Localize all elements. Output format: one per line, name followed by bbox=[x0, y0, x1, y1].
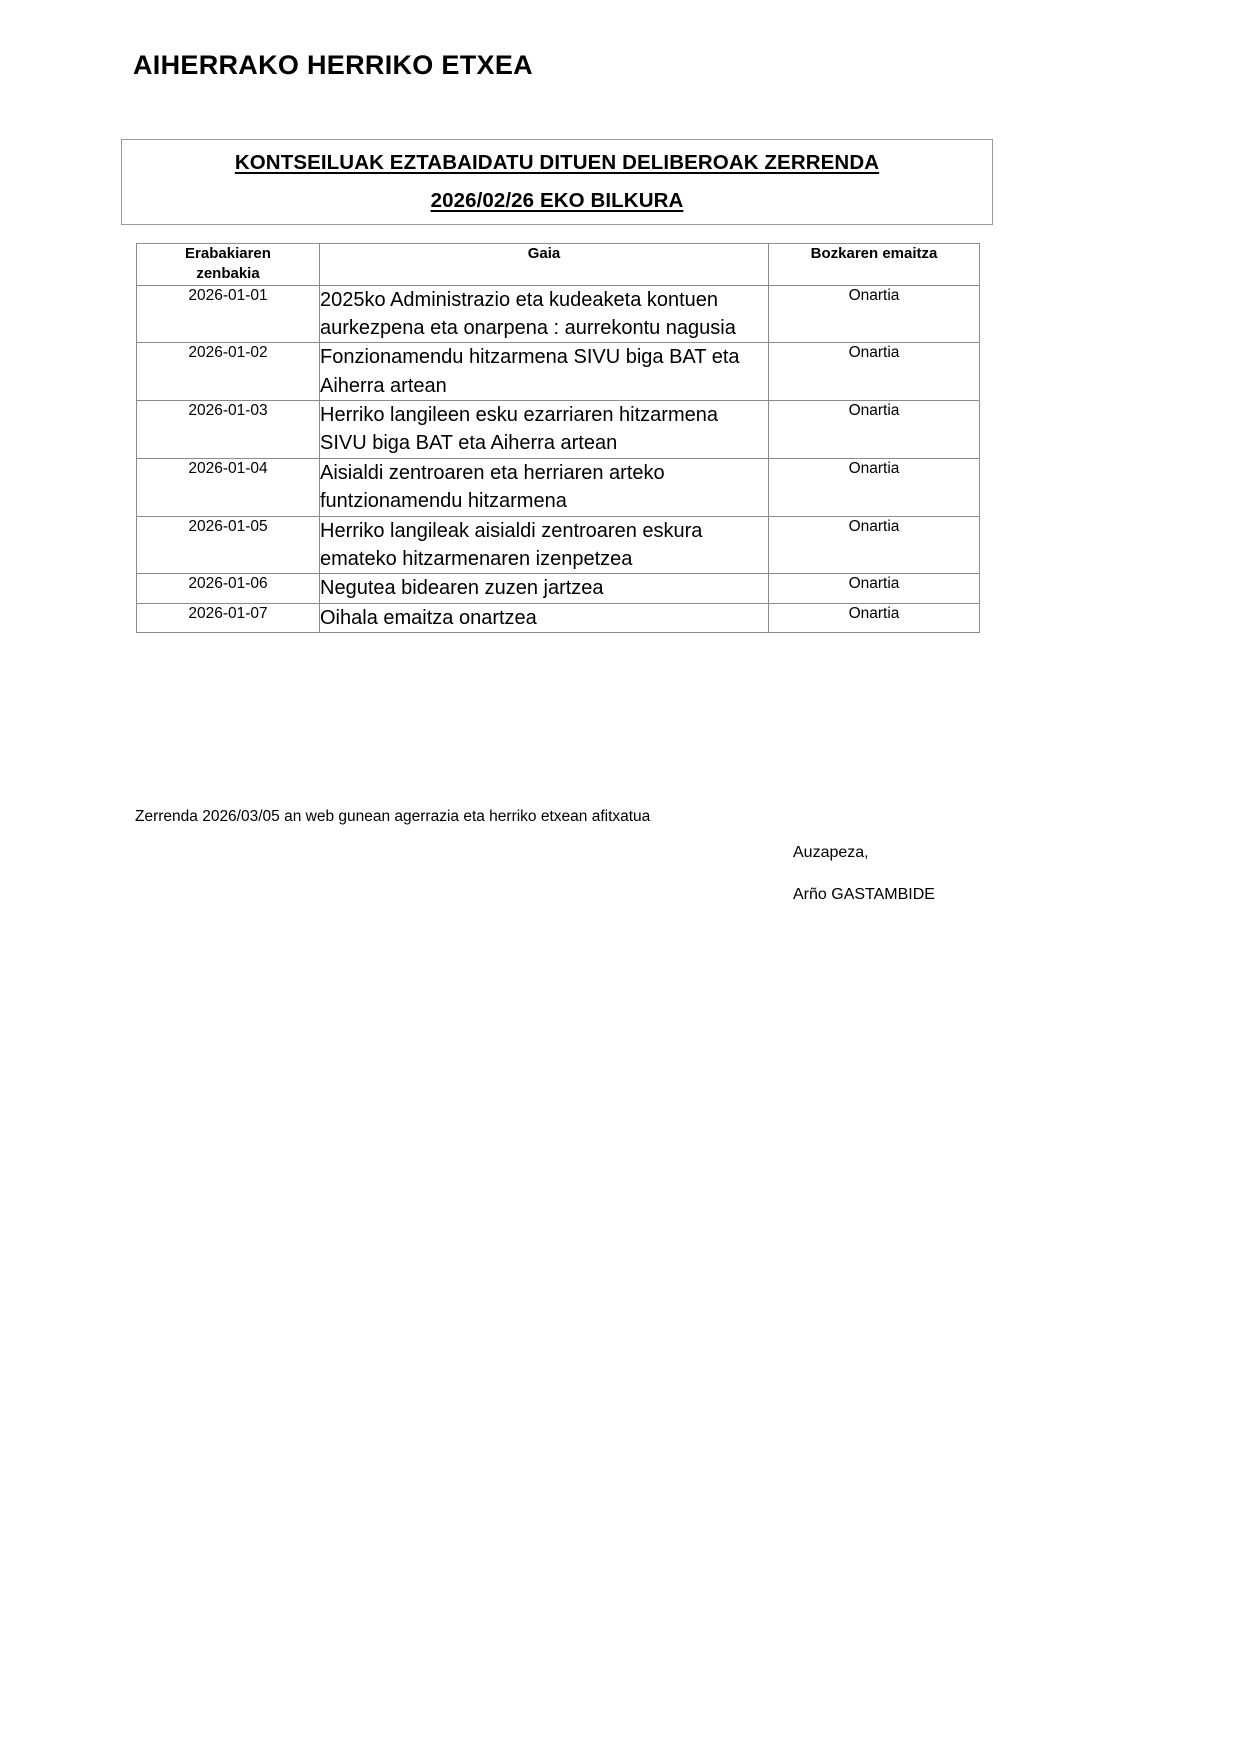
cell-decision-number: 2026-01-06 bbox=[137, 574, 320, 603]
cell-decision-number: 2026-01-04 bbox=[137, 458, 320, 516]
cell-subject: Herriko langileen esku ezarriaren hitzarmena SIVU biga BAT eta Aiherra artean bbox=[320, 401, 769, 459]
deliberations-table bbox=[136, 243, 980, 633]
cell-result: Onartia bbox=[769, 603, 980, 632]
column-header-number bbox=[137, 244, 320, 286]
cell-subject: Herriko langileak aisialdi zentroaren eskura emateko hitzarmenaren izenpetzea bbox=[320, 516, 769, 574]
signature-name: Arño GASTAMBIDE bbox=[793, 886, 935, 903]
column-header-number-line1: Erabakiaren bbox=[185, 245, 271, 262]
cell-result: Onartia bbox=[769, 574, 980, 603]
cell-decision-number: 2026-01-01 bbox=[137, 285, 320, 343]
table-row bbox=[137, 285, 980, 343]
cell-decision-number: 2026-01-07 bbox=[137, 603, 320, 632]
table-row bbox=[137, 574, 980, 603]
heading-line-2: 2026/02/26 EKO BILKURA bbox=[430, 188, 684, 212]
column-header-result: Bozkaren emaitza bbox=[769, 244, 980, 286]
cell-subject: Aisialdi zentroaren eta herriaren arteko funtzionamendu hitzarmena bbox=[320, 458, 769, 516]
cell-subject: Oihala emaitza onartzea bbox=[320, 603, 769, 632]
table-row bbox=[137, 603, 980, 632]
table-row bbox=[137, 458, 980, 516]
cell-result: Onartia bbox=[769, 343, 980, 401]
cell-decision-number: 2026-01-05 bbox=[137, 516, 320, 574]
table-row bbox=[137, 343, 980, 401]
heading-box bbox=[121, 139, 993, 225]
signature-block bbox=[793, 845, 935, 903]
cell-subject: 2025ko Administrazio eta kudeaketa kontuen aurkezpena eta onarpena : aurrekontu nagusia bbox=[320, 285, 769, 343]
cell-result: Onartia bbox=[769, 458, 980, 516]
column-header-subject: Gaia bbox=[320, 244, 769, 286]
signature-role: Auzapeza, bbox=[793, 844, 869, 861]
cell-subject: Negutea bidearen zuzen jartzea bbox=[320, 574, 769, 603]
cell-decision-number: 2026-01-02 bbox=[137, 343, 320, 401]
table-header-row bbox=[137, 244, 980, 286]
table-row bbox=[137, 401, 980, 459]
cell-result: Onartia bbox=[769, 285, 980, 343]
cell-subject: Fonzionamendu hitzarmena SIVU biga BAT eta Aiherra artean bbox=[320, 343, 769, 401]
cell-result: Onartia bbox=[769, 401, 980, 459]
cell-decision-number: 2026-01-03 bbox=[137, 401, 320, 459]
publication-note: Zerrenda 2026/03/05 an web gunean agerrazia eta herriko etxean afitxatua bbox=[135, 808, 651, 825]
cell-result: Onartia bbox=[769, 516, 980, 574]
heading-line-1: KONTSEILUAK EZTABAIDATU DITUEN DELIBEROAK ZERRENDA bbox=[234, 151, 880, 174]
table-row bbox=[137, 516, 980, 574]
page-title: AIHERRAKO HERRIKO ETXEA bbox=[133, 50, 533, 80]
column-header-number-line2: zenbakia bbox=[196, 265, 260, 283]
